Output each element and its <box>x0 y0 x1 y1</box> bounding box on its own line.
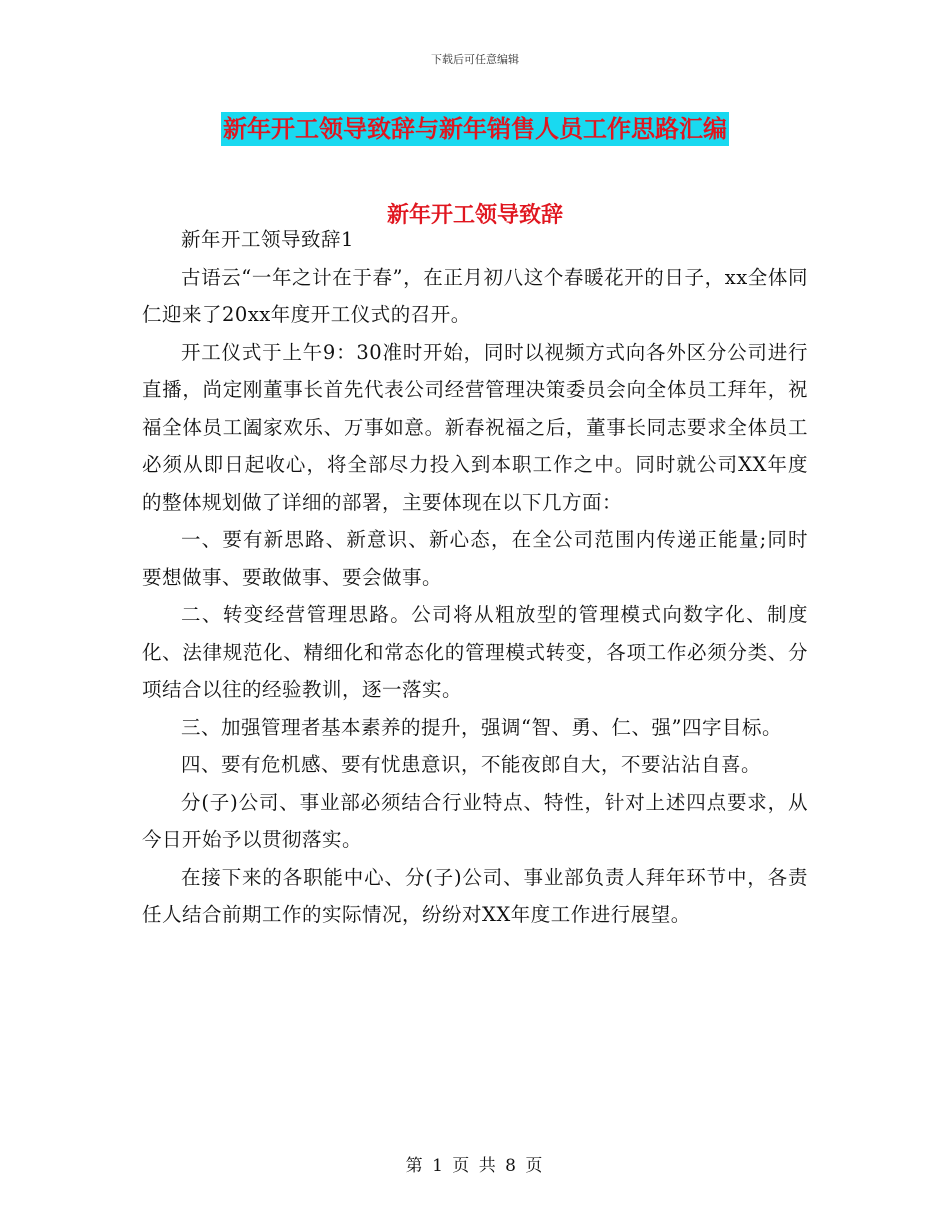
document-body <box>142 221 808 934</box>
paragraph-subtitle: 新年开工领导致辞1 <box>181 228 354 251</box>
paragraph: 二、转变经营管理思路。公司将从粗放型的管理模式向数字化、制度化、法律规范化、精细化和常态化的管理模式转变，各项工作必须分类、分项结合以往的经验教训，逐一落实。 <box>142 603 808 701</box>
page-number-footer: 第 1 页 共 8 页 <box>405 1156 545 1176</box>
document-main-title: 新年开工领导致辞与新年销售人员工作思路汇编 <box>221 112 729 146</box>
section-title: 新年开工领导致辞 <box>386 203 563 228</box>
paragraph: 分(子)公司、事业部必须结合行业特点、特性，针对上述四点要求，从今日开始予以贯彻落实。 <box>142 790 808 851</box>
paragraph: 开工仪式于上午9：30准时开始，同时以视频方式向各外区分公司进行直播，尚定刚董事长首先代表公司经营管理决策委员会向全体员工拜年，祝福全体员工阖家欢乐、万事如意。新春祝福之后，董事长同志要求全体员工必须从即日起收心，将全部尽力投入到本职工作之中。同时就公司XX年度的整体规划做了详细的部署，主要体现在以下几方面： <box>142 340 808 514</box>
page-header-note: 下载后可任意编辑 <box>431 53 519 66</box>
paragraph: 四、要有危机感、要有忧患意识，不能夜郎自大，不要沾沾自喜。 <box>181 753 762 776</box>
paragraph: 在接下来的各职能中心、分(子)公司、事业部负责人拜年环节中，各责任人结合前期工作的实际情况，纷纷对XX年度工作进行展望。 <box>142 865 808 926</box>
main-title-container <box>0 112 950 146</box>
paragraph: 一、要有新思路、新意识、新心态，在全公司范围内传递正能量;同时要想做事、要敢做事、要会做事。 <box>142 528 808 589</box>
paragraph: 古语云“一年之计在于春”，在正月初八这个春暖花开的日子，xx全体同仁迎来了20xx年度开工仪式的召开。 <box>142 265 808 326</box>
paragraph: 三、加强管理者基本素养的提升，强调“智、勇、仁、强”四字目标。 <box>181 715 782 739</box>
